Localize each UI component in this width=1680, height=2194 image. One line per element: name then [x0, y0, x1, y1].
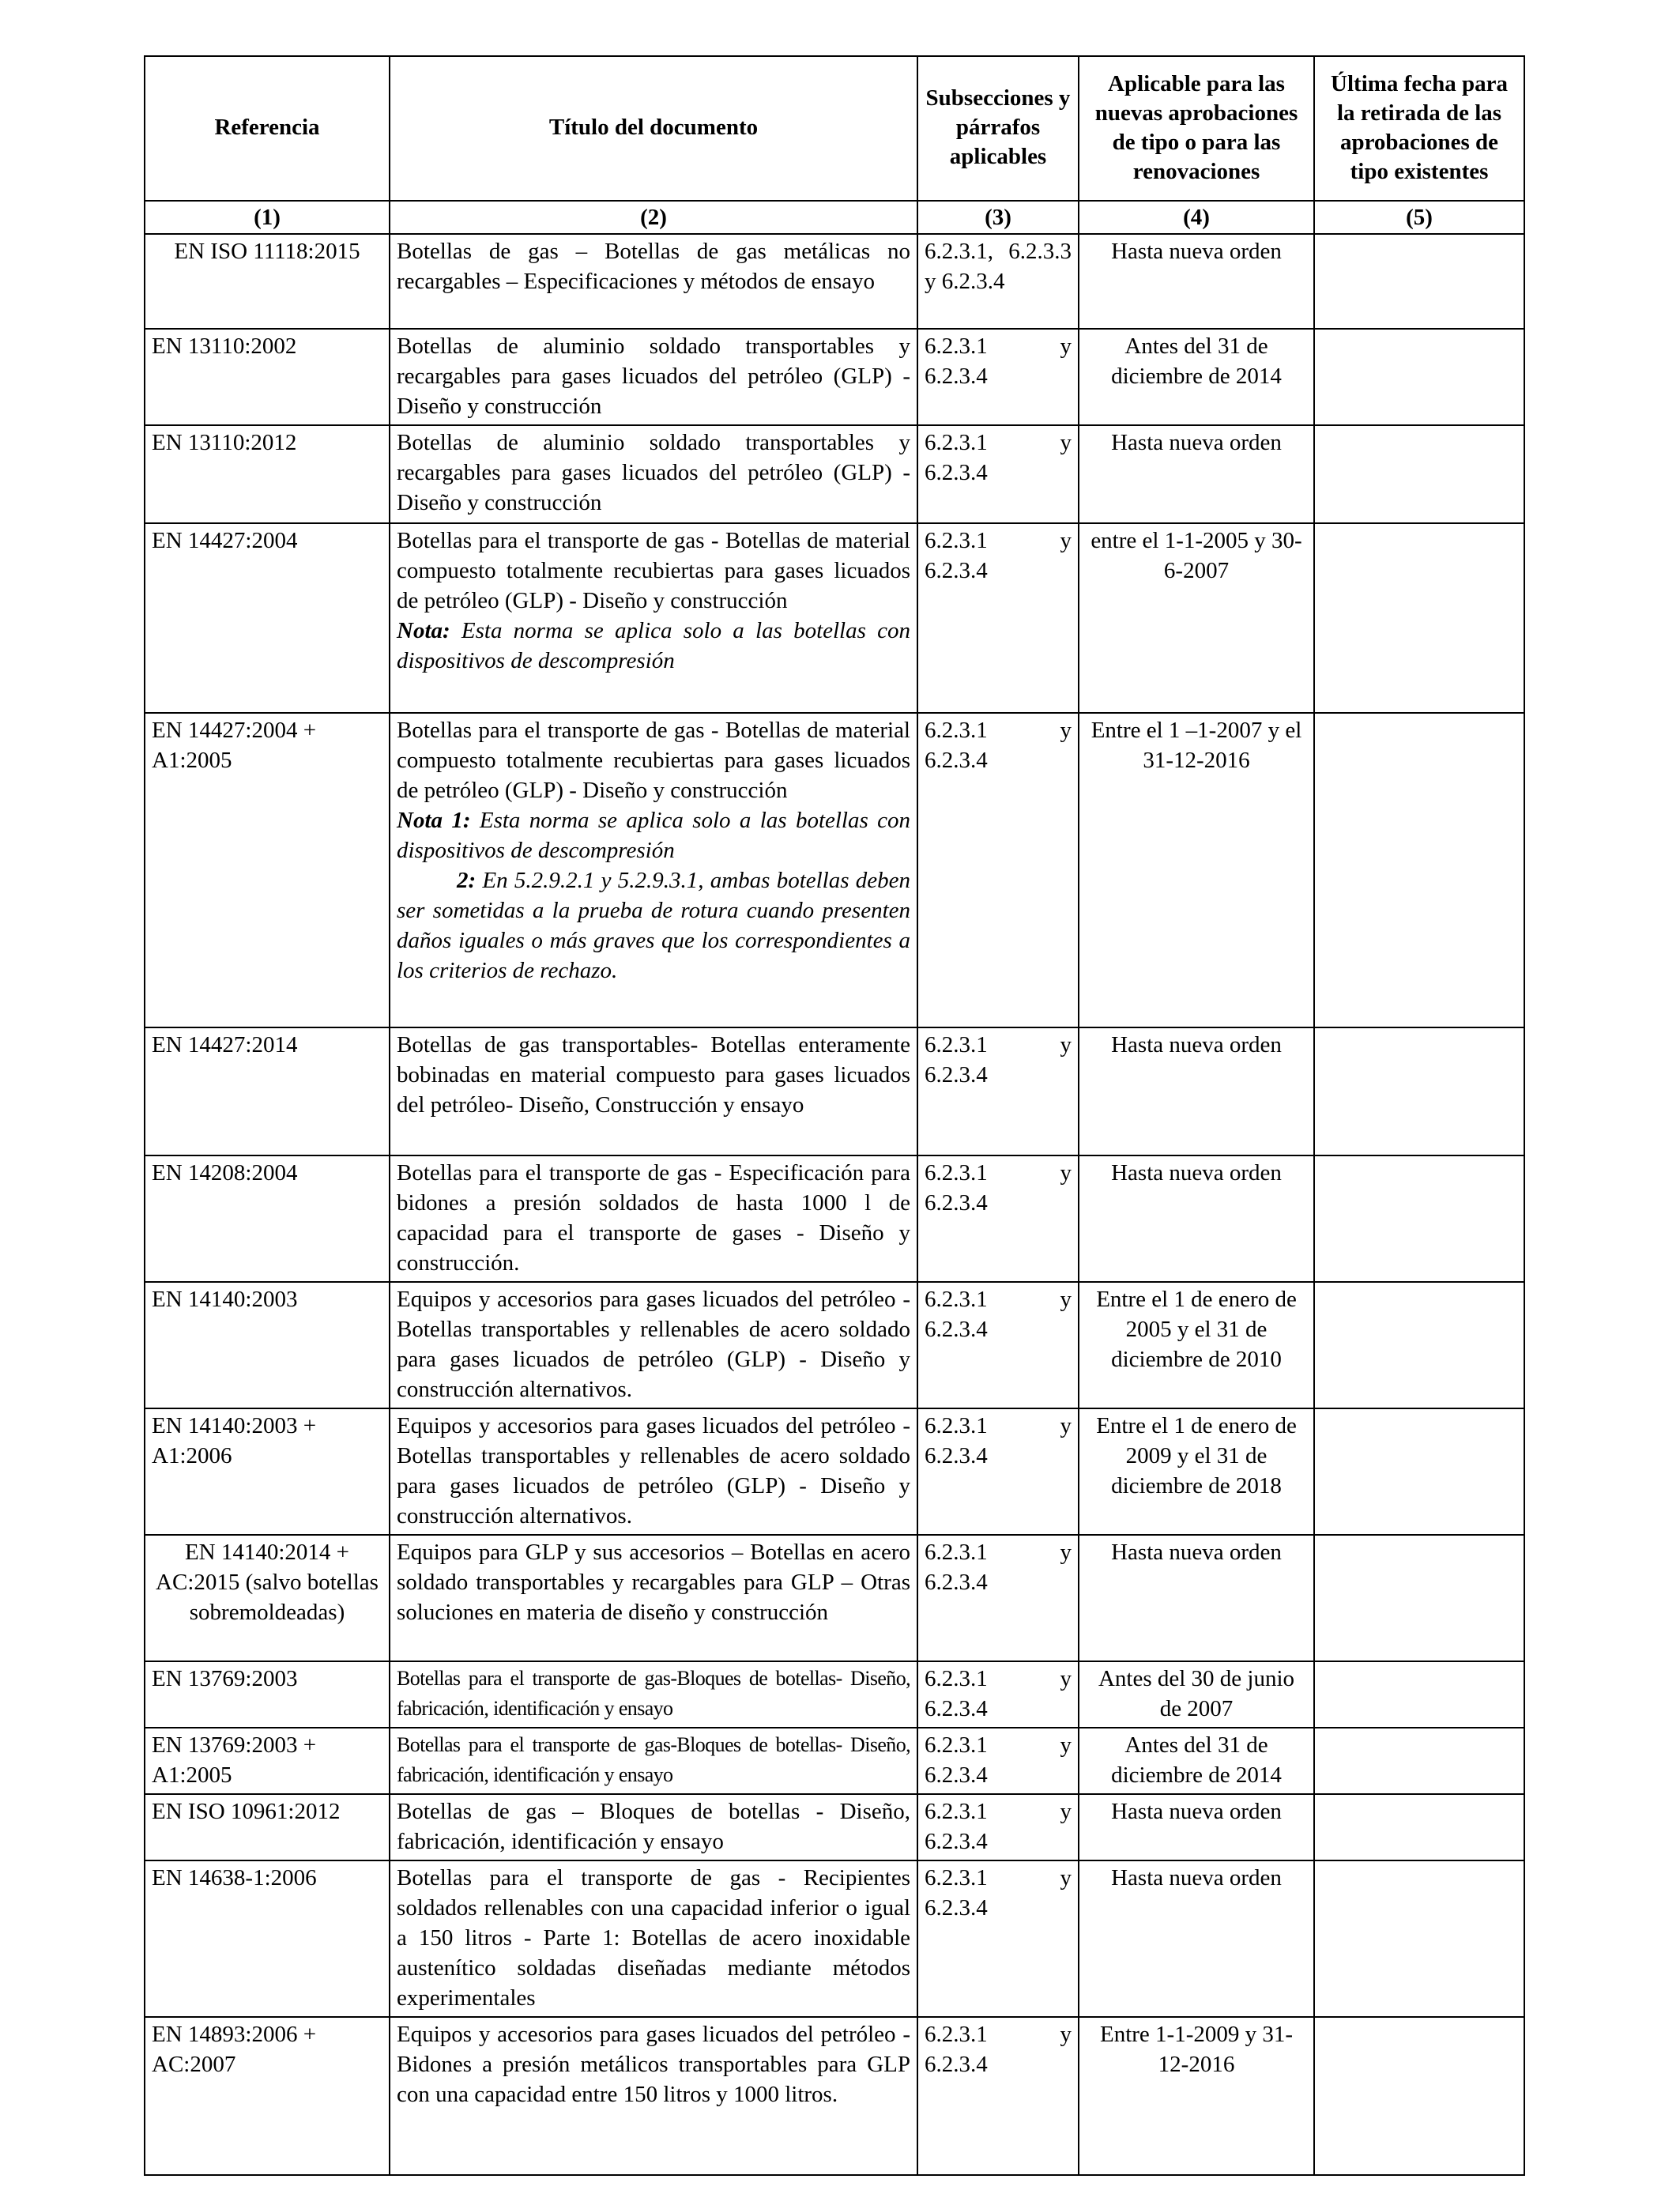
note: [397, 805, 910, 865]
title-cell: Botellas para el transporte de gas - Recipientes soldados rellenables con una capacidad inferior o igual a 150 litros - Parte 1: Botellas de acero inoxidable austenítico soldadas diseñadas mediante métodos experimentales: [390, 1860, 917, 2017]
table-row: [145, 1535, 1524, 1661]
title-cell: Botellas de gas – Botellas de gas metálicas no recargables – Especificaciones y métodos de ensayo: [390, 234, 917, 329]
subsections-cell: 6.2.3.1 y 6.2.3.4: [917, 713, 1079, 1027]
subsections-cell: 6.2.3.1 y 6.2.3.4: [917, 2017, 1079, 2175]
reference-cell: EN 14893:2006 + AC:2007: [145, 2017, 390, 2175]
subsections-cell: 6.2.3.1 y 6.2.3.4: [917, 1728, 1079, 1794]
header-applicable: Aplicable para las nuevas aprobaciones de tipo o para las renovaciones: [1079, 56, 1314, 201]
title-cell: Botellas de aluminio soldado transportables y recargables para gases licuados del petróleo (GLP) - Diseño y construcción: [390, 329, 917, 425]
withdrawal-date-cell: [1314, 2017, 1524, 2175]
title-cell: Botellas de gas – Bloques de botellas - Diseño, fabricación, identificación y ensayo: [390, 1794, 917, 1860]
withdrawal-date-cell: [1314, 425, 1524, 523]
withdrawal-date-cell: [1314, 1408, 1524, 1535]
reference-cell: EN 14427:2004 + A1:2005: [145, 713, 390, 1027]
reference-cell: EN 14638-1:2006: [145, 1860, 390, 2017]
subsections-cell: 6.2.3.1 y 6.2.3.4: [917, 1282, 1079, 1408]
column-number: (5): [1314, 201, 1524, 234]
subsections-cell: 6.2.3.1 y 6.2.3.4: [917, 523, 1079, 713]
applicable-date-cell: Hasta nueva orden: [1079, 1027, 1314, 1155]
title-cell: Botellas para el transporte de gas-Bloques de botellas- Diseño, fabricación, identificación y ensayo: [390, 1728, 917, 1794]
column-number: (3): [917, 201, 1079, 234]
title-cell: Equipos y accesorios para gases licuados del petróleo - Botellas transportables y rellenables de acero soldado para gases licuados de petróleo (GLP) - Diseño y construcción alternativos.: [390, 1408, 917, 1535]
subsections-cell: 6.2.3.1 y 6.2.3.4: [917, 1661, 1079, 1728]
withdrawal-date-cell: [1314, 1155, 1524, 1282]
applicable-date-cell: entre el 1-1-2005 y 30-6-2007: [1079, 523, 1314, 713]
reference-cell: EN 14427:2014: [145, 1027, 390, 1155]
table-row: [145, 1661, 1524, 1728]
applicable-date-cell: Entre el 1 –1-2007 y el 31-12-2016: [1079, 713, 1314, 1027]
header-subsections: Subsecciones y párrafos aplicables: [917, 56, 1079, 201]
withdrawal-date-cell: [1314, 1794, 1524, 1860]
table-row: [145, 1728, 1524, 1794]
title-cell: Botellas para el transporte de gas-Bloques de botellas- Diseño, fabricación, identificación y ensayo: [390, 1661, 917, 1728]
subsections-cell: 6.2.3.1 y 6.2.3.4: [917, 1794, 1079, 1860]
note-label: Nota 1:: [397, 808, 471, 833]
reference-cell: EN ISO 10961:2012: [145, 1794, 390, 1860]
reference-cell: EN 13110:2002: [145, 329, 390, 425]
reference-cell: EN 14427:2004: [145, 523, 390, 713]
withdrawal-date-cell: [1314, 1535, 1524, 1661]
header-reference: Referencia: [145, 56, 390, 201]
title-cell: [390, 523, 917, 713]
withdrawal-date-cell: [1314, 234, 1524, 329]
note-text: Esta norma se aplica solo a las botellas con dispositivos de descompresión: [397, 618, 910, 673]
subsections-cell: 6.2.3.1 y 6.2.3.4: [917, 1860, 1079, 2017]
withdrawal-date-cell: [1314, 1728, 1524, 1794]
header-withdrawal: Última fecha para la retirada de las aprobaciones de tipo existentes: [1314, 56, 1524, 201]
applicable-date-cell: Entre el 1 de enero de 2009 y el 31 de diciembre de 2018: [1079, 1408, 1314, 1535]
title-cell: Equipos y accesorios para gases licuados del petróleo - Bidones a presión metálicos transportables para GLP con una capacidad entre 150 litros y 1000 litros.: [390, 2017, 917, 2175]
subsections-cell: 6.2.3.1 y 6.2.3.4: [917, 329, 1079, 425]
title-cell: Botellas de aluminio soldado transportables y recargables para gases licuados del petróleo (GLP) - Diseño y construcción: [390, 425, 917, 523]
title-cell: [390, 713, 917, 1027]
withdrawal-date-cell: [1314, 1860, 1524, 2017]
note-label: Nota:: [397, 618, 450, 643]
table-row: [145, 713, 1524, 1027]
reference-cell: EN ISO 11118:2015: [145, 234, 390, 329]
table-row: [145, 1282, 1524, 1408]
table-row: [145, 329, 1524, 425]
table-row: [145, 1860, 1524, 2017]
reference-cell: EN 13110:2012: [145, 425, 390, 523]
header-row: [145, 56, 1524, 201]
applicable-date-cell: Hasta nueva orden: [1079, 234, 1314, 329]
applicable-date-cell: Hasta nueva orden: [1079, 1860, 1314, 2017]
table-row: [145, 234, 1524, 329]
table-row: [145, 1408, 1524, 1535]
table-row: [145, 1027, 1524, 1155]
title-cell: Botellas de gas transportables- Botellas enteramente bobinadas en material compuesto para gases licuados del petróleo- Diseño, Construcción y ensayo: [390, 1027, 917, 1155]
subsections-cell: 6.2.3.1 y 6.2.3.4: [917, 425, 1079, 523]
note-2-label: 2:: [457, 868, 477, 893]
table-row: [145, 2017, 1524, 2175]
applicable-date-cell: Entre 1-1-2009 y 31-12-2016: [1079, 2017, 1314, 2175]
column-number: (2): [390, 201, 917, 234]
note-2: [397, 865, 910, 986]
withdrawal-date-cell: [1314, 329, 1524, 425]
withdrawal-date-cell: [1314, 523, 1524, 713]
applicable-date-cell: Hasta nueva orden: [1079, 1794, 1314, 1860]
reference-cell: EN 14208:2004: [145, 1155, 390, 1282]
table-row: [145, 523, 1524, 713]
applicable-date-cell: Entre el 1 de enero de 2005 y el 31 de diciembre de 2010: [1079, 1282, 1314, 1408]
table-row: [145, 425, 1524, 523]
subsections-cell: 6.2.3.1 y 6.2.3.4: [917, 1535, 1079, 1661]
applicable-date-cell: Hasta nueva orden: [1079, 1535, 1314, 1661]
column-number-row: [145, 201, 1524, 234]
subsections-cell: 6.2.3.1 y 6.2.3.4: [917, 1027, 1079, 1155]
subsections-cell: 6.2.3.1 y 6.2.3.4: [917, 1155, 1079, 1282]
table-row: [145, 1155, 1524, 1282]
applicable-date-cell: Antes del 30 de junio de 2007: [1079, 1661, 1314, 1728]
note: [397, 616, 910, 676]
note-2-text: En 5.2.9.2.1 y 5.2.9.3.1, ambas botellas deben ser sometidas a la prueba de rotura cuando presenten daños iguales o más graves que los correspondientes a los criterios de rechazo.: [397, 868, 911, 983]
applicable-date-cell: Hasta nueva orden: [1079, 425, 1314, 523]
header-title: Título del documento: [390, 56, 917, 201]
reference-cell: EN 13769:2003 + A1:2005: [145, 1728, 390, 1794]
column-number: (4): [1079, 201, 1314, 234]
standards-table: [144, 55, 1525, 2176]
withdrawal-date-cell: [1314, 713, 1524, 1027]
document-title: Botellas para el transporte de gas - Botellas de material compuesto totalmente recubiertas para gases licuados de petróleo (GLP) - Diseño y construcción: [397, 718, 910, 803]
reference-cell: EN 14140:2003 + A1:2006: [145, 1408, 390, 1535]
withdrawal-date-cell: [1314, 1661, 1524, 1728]
reference-cell: EN 14140:2003: [145, 1282, 390, 1408]
subsections-cell: 6.2.3.1 y 6.2.3.4: [917, 1408, 1079, 1535]
withdrawal-date-cell: [1314, 1027, 1524, 1155]
subsections-cell: 6.2.3.1, 6.2.3.3 y 6.2.3.4: [917, 234, 1079, 329]
document-title: Botellas para el transporte de gas - Botellas de material compuesto totalmente recubiertas para gases licuados de petróleo (GLP) - Diseño y construcción: [397, 528, 910, 613]
title-cell: Equipos para GLP y sus accesorios – Botellas en acero soldado transportables y recargables para GLP – Otras soluciones en materia de diseño y construcción: [390, 1535, 917, 1661]
column-number: (1): [145, 201, 390, 234]
applicable-date-cell: Antes del 31 de diciembre de 2014: [1079, 329, 1314, 425]
applicable-date-cell: Antes del 31 de diciembre de 2014: [1079, 1728, 1314, 1794]
table-row: [145, 1794, 1524, 1860]
applicable-date-cell: Hasta nueva orden: [1079, 1155, 1314, 1282]
reference-cell: EN 14140:2014 + AC:2015 (salvo botellas sobremoldeadas): [145, 1535, 390, 1661]
title-cell: Equipos y accesorios para gases licuados del petróleo - Botellas transportables y rellenables de acero soldado para gases licuados de petróleo (GLP) - Diseño y construcción alternativos.: [390, 1282, 917, 1408]
reference-cell: EN 13769:2003: [145, 1661, 390, 1728]
title-cell: Botellas para el transporte de gas - Especificación para bidones a presión soldados de hasta 1000 l de capacidad para el transporte de gases - Diseño y construcción.: [390, 1155, 917, 1282]
withdrawal-date-cell: [1314, 1282, 1524, 1408]
note-text: Esta norma se aplica solo a las botellas con dispositivos de descompresión: [397, 808, 910, 863]
